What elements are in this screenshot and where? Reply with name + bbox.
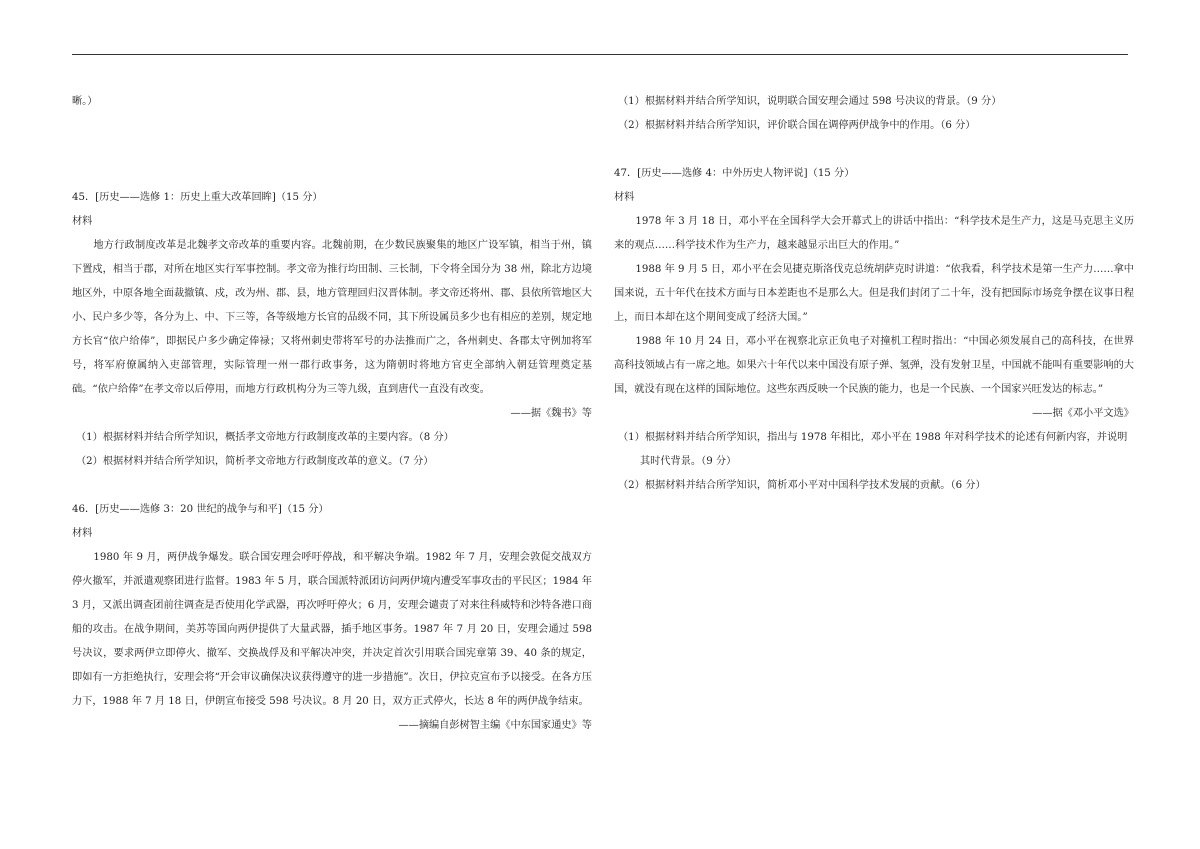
question-47-sub-1	[614, 426, 1134, 474]
question-47-sub-2: （2）根据材料并结合所学知识，简析邓小平对中国科学技术发展的贡献。（6 分）	[618, 480, 986, 491]
spacer	[72, 114, 592, 186]
question-47-sub-1-line-2: 其时代背景。（9 分）	[640, 456, 737, 467]
spacer	[72, 474, 592, 498]
question-45-sub-2: （2）根据材料并结合所学知识，简析孝文帝地方行政制度改革的意义。（7 分）	[76, 456, 434, 467]
material-label: 材料	[72, 528, 93, 539]
header-rule	[72, 54, 1128, 55]
material-label: 材料	[72, 216, 93, 227]
question-47-sub-1-line-1: （1）根据材料并结合所学知识，指出与 1978 年相比，邓小平在 1988 年对科学技术的论述有何新内容，并说明	[618, 432, 1128, 443]
question-46-sub-2: （2）根据材料并结合所学知识，评价联合国在调停两伊战争中的作用。（6 分）	[618, 120, 976, 131]
question-46-material: 1980 年 9 月，两伊战争爆发。联合国安理会呼吁停战，和平解决争端。1982 年 7 月，安理会敦促交战双方停火撤军，并派遣观察团进行监督。1983 年 5 月，联合国派特派团访问两伊境内遭受军事攻击的平民区；1984 年 3 月，又派出调查团前往调查是否使用化学武器，再次呼吁停火；6 月，安理会谴责了对来往科威特和沙特各港口商船的攻击。在战争期间，美苏等国向两伊提供了大量武器，插手地区事务。1987 年 7 月 20 日，安理会通过 598 号决议，要求两伊立即停火、撤军、交换战俘及和平解决冲突，并决定首次引用联合国宪章第 39、40 条的规定，即如有一方拒绝执行，安理会将“开会审议确保决议获得遵守的进一步措施”。次日，伊拉克宣布予以接受。在各方压力下，1988 年 7 月 18 日，伊朗宣布接受 598 号决议。8 月 20 日，双方正式停火，长达 8 年的两伊战争结束。	[72, 552, 592, 707]
continued-fragment: 晰。）	[72, 96, 98, 107]
question-46-sub-1: （1）根据材料并结合所学知识，说明联合国安理会通过 598 号决议的背景。（9 分）	[618, 96, 1002, 107]
spacer	[614, 138, 1134, 162]
question-47-material-2: 1988 年 9 月 5 日，邓小平在会见捷克斯洛伐克总统胡萨克时讲道：“依我看，科学技术是第一生产力……拿中国来说，五十年代在技术方面与日本差距也不是那么大。但是我们封闭了二十年，没有把国际市场竞争摆在议事日程上，而日本却在这个期间变成了经济大国。”	[614, 264, 1134, 323]
question-45-title: 45．[历史——选修 1：历史上重大改革回眸]（15 分）	[72, 192, 323, 203]
question-47-material-3: 1988 年 10 月 24 日，邓小平在视察北京正负电子对撞机工程时指出：“中国必须发展自己的高科技，在世界高科技领域占有一席之地。如果六十年代以来中国没有原子弹、氢弹，没有发射卫星，中国就不能叫有重要影响的大国，就没有现在这样的国际地位。这些东西反映一个民族的能力，也是一个民族、一个国家兴旺发达的标志。”	[614, 336, 1134, 395]
question-45-material: 地方行政制度改革是北魏孝文帝改革的重要内容。北魏前期，在少数民族聚集的地区广设军镇，相当于州，镇下置戍，相当于郡，对所在地区实行军事控制。孝文帝为推行均田制、三长制，下令将全国分为 38 州，除北方边境地区外，中原各地全面裁撤镇、戍，改为州、郡、县，地方管理回归汉晋体制。孝文帝还将州、郡、县依所管地区大小、民户多少等，各分为上、中、下三等，各等级地方长官的品级不同，其下所设属员多少也有相应的差别，规定地方长官“依户给俸”，即据民户多少确定俸禄；又将州刺史带将军号的办法推而广之，各州刺史、各郡太守例加将军号，将军府僚属纳入吏部管理，实际管理一州一郡行政事务，这为隋朝时将地方官吏全部纳入朝廷管理奠定基础。“依户给俸”在孝文帝以后停用，而地方行政机构分为三等九级，直到唐代一直没有改变。	[72, 240, 592, 395]
right-column	[614, 90, 1134, 498]
question-45-source: ——据《魏书》等	[510, 408, 592, 419]
question-45-sub-1: （1）根据材料并结合所学知识，概括孝文帝地方行政制度改革的主要内容。（8 分）	[76, 432, 454, 443]
question-47-source: ——据《邓小平文选》	[1032, 408, 1134, 419]
left-column	[72, 90, 592, 738]
question-47-material-1: 1978 年 3 月 18 日，邓小平在全国科学大会开幕式上的讲话中指出：“科学技术是生产力，这是马克思主义历来的观点……科学技术作为生产力，越来越显示出巨大的作用。”	[614, 216, 1134, 251]
material-label: 材料	[614, 192, 635, 203]
question-47-title: 47．[历史——选修 4：中外历史人物评说]（15 分）	[614, 168, 855, 179]
question-46-title: 46．[历史——选修 3：20 世纪的战争与和平]（15 分）	[72, 504, 329, 515]
question-46-source: ——摘编自彭树智主编《中东国家通史》等	[398, 720, 592, 731]
